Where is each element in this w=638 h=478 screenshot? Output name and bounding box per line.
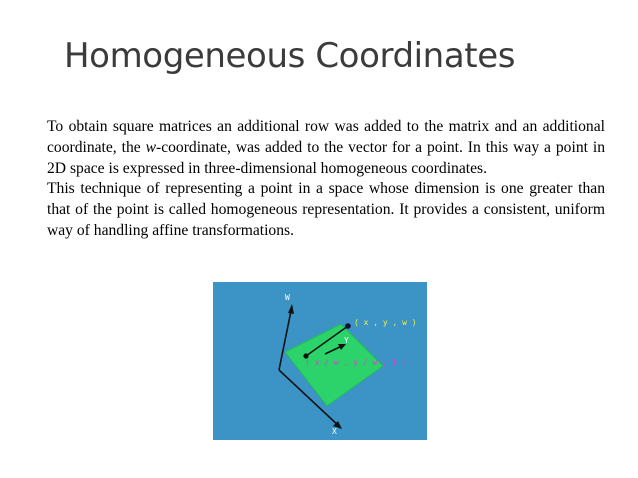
axis-y-label: Y [344,336,349,345]
point-xyw-label: ( x , y , w ) [354,318,417,327]
projected-point-label: ( x / w , y / w , 1 ) [305,358,407,367]
slide-body [47,117,605,242]
paragraph-definition-part2: -coordinate, was added to the vector for a point. In this way a point in 2D space is expressed in three-dimensional homogeneous coordinates. [47,138,605,177]
axis-x-label: X [332,427,337,436]
axis-w-label: W [285,293,290,302]
w-axis-arrowhead [288,304,294,314]
paragraph-definition [47,117,605,179]
paragraph-definition-part1: To obtain square matrices an additional row was added to the matrix and an additional coordinate, the [47,118,605,156]
point-xyw [345,323,351,329]
figure-canvas [213,282,427,440]
w-emphasis: w [145,138,156,156]
paragraph-representation: This technique of representing a point in a space whose dimension is one greater than that of the point is called homogeneous representation. It provides a consistent, uniform way of handling affine transformations. [47,180,605,239]
w-axis [279,306,292,370]
homogeneous-coordinates-figure [213,282,427,440]
slide-title: Homogeneous Coordinates [64,36,516,76]
